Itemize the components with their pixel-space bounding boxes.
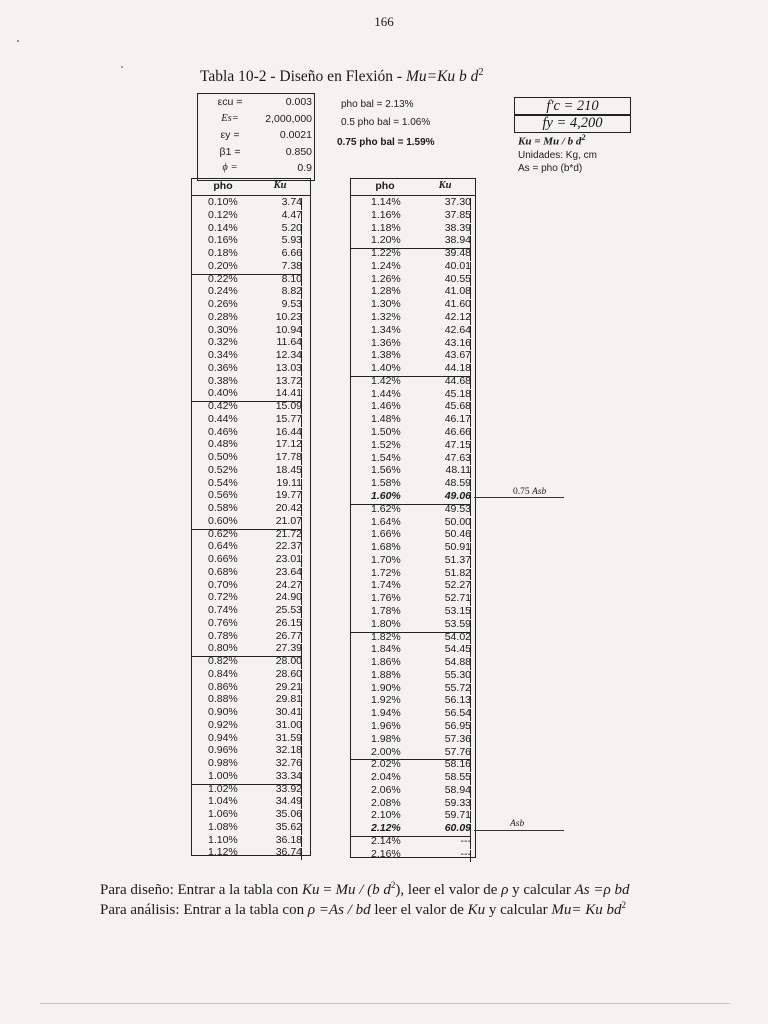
cell-pho: 0.38% <box>208 374 238 387</box>
cell-ku: 19.77 <box>275 489 302 502</box>
cell-ku: 43.67 <box>444 349 471 362</box>
param-label: Es= <box>221 112 239 124</box>
footer-formula: Ku <box>467 902 486 918</box>
cell-ku: 44.18 <box>444 362 471 375</box>
cell-ku: 57.36 <box>444 732 471 745</box>
cell-ku: 44.68 <box>444 374 471 387</box>
ku-formula <box>518 133 585 148</box>
cell-pho: 0.56% <box>208 489 238 502</box>
scan-speck <box>17 40 19 42</box>
cell-ku: 32.18 <box>275 744 302 757</box>
cell-ku: 28.60 <box>275 667 302 680</box>
cell-ku: 16.44 <box>275 425 302 438</box>
cell-pho: 1.74% <box>371 579 401 592</box>
cell-ku: 41.08 <box>444 285 471 298</box>
cell-pho: 1.10% <box>208 833 238 846</box>
cell-ku: 34.49 <box>275 795 302 808</box>
cell-ku: 35.06 <box>275 808 302 820</box>
cell-ku: 12.34 <box>275 349 302 361</box>
cell-ku: 45.68 <box>444 400 471 413</box>
footer-formula: ρ =As / bd <box>307 902 371 918</box>
cell-ku: 17.12 <box>275 438 302 451</box>
cell-pho: 1.84% <box>371 643 401 656</box>
annotation-line-asb <box>474 830 564 831</box>
cell-ku: 29.81 <box>275 693 302 706</box>
cell-pho: 1.64% <box>371 515 401 528</box>
cell-pho: 0.18% <box>208 247 238 259</box>
title-formula: Mu=Ku b d <box>405 68 479 86</box>
table-header <box>192 179 310 196</box>
cell-ku: 38.39 <box>444 221 471 234</box>
param-row <box>198 96 314 111</box>
cell-ku: --- <box>460 847 471 860</box>
title-prefix: Tabla 10-2 - Diseño en Flexión - <box>200 68 406 86</box>
cell-ku: 23.64 <box>275 565 302 578</box>
cell-ku: 48.11 <box>445 464 471 477</box>
cell-pho: 0.82% <box>208 655 238 667</box>
cell-ku: 11.64 <box>276 336 302 349</box>
half-pho-bal: 0.5 pho bal = 1.06% <box>341 117 431 128</box>
cell-ku: 28.00 <box>275 655 302 667</box>
cell-pho: 2.06% <box>371 783 401 796</box>
cell-pho: 0.14% <box>208 221 238 234</box>
cell-pho: 1.06% <box>208 808 238 820</box>
header-ku: Ku <box>273 180 287 191</box>
cell-ku: 29.21 <box>275 680 302 693</box>
cell-pho: 0.54% <box>208 476 238 489</box>
cell-ku: 54.45 <box>444 643 471 656</box>
units-note: Unidades: Kg, cm <box>518 150 597 161</box>
param-row <box>198 162 314 177</box>
cell-ku: 42.64 <box>444 323 471 336</box>
cell-ku: 31.00 <box>275 718 302 731</box>
cell-pho: 0.88% <box>208 693 238 706</box>
cell-pho: 1.40% <box>371 362 401 375</box>
cell-ku: 40.01 <box>444 259 471 272</box>
materials-box <box>514 97 631 133</box>
cell-pho: 1.02% <box>208 782 238 795</box>
cell-ku: 8.10 <box>281 272 302 285</box>
cell-ku: 56.95 <box>444 719 471 732</box>
footer-formula: Mu= Ku bd <box>551 902 622 918</box>
cell-pho: 0.84% <box>208 667 238 680</box>
param-label: εy = <box>220 129 240 141</box>
cell-ku: 35.62 <box>275 820 302 833</box>
ku-table-left <box>191 178 311 859</box>
param-value: 0.9 <box>297 162 312 174</box>
ku-formula-text: Ku = Mu / b d <box>518 135 582 148</box>
param-label: β1 = <box>219 145 241 158</box>
cell-ku: 6.66 <box>281 247 302 259</box>
title-exponent: 2 <box>478 67 484 78</box>
cell-ku: 33.92 <box>275 782 302 795</box>
cell-pho: 1.86% <box>371 656 401 669</box>
cell-ku: 37.30 <box>444 196 471 208</box>
cell-ku: 50.91 <box>444 541 471 554</box>
cell-pho: 0.58% <box>208 502 238 514</box>
cell-pho: 0.62% <box>208 527 238 540</box>
cell-ku: 55.72 <box>444 681 471 694</box>
header-pho: pho <box>375 180 395 192</box>
cell-ku: 49.53 <box>444 502 471 515</box>
cell-ku: 3.74 <box>281 196 302 208</box>
cell-ku: 8.82 <box>281 285 302 298</box>
as-equation: As = pho (b*d) <box>518 163 583 174</box>
cell-ku: --- <box>460 835 471 847</box>
cell-ku: 17.78 <box>275 451 302 463</box>
cell-ku: 39.48 <box>444 247 471 260</box>
cell-ku: 27.39 <box>275 642 302 655</box>
cell-pho: 0.64% <box>208 540 238 553</box>
cell-pho: 1.22% <box>371 247 401 260</box>
cell-ku: 13.72 <box>275 374 302 387</box>
ku-formula-exponent: 2 <box>581 133 586 142</box>
cell-ku: 10.23 <box>275 310 302 323</box>
cell-pho: 0.48% <box>208 438 238 451</box>
cell-pho: 0.60% <box>208 514 238 527</box>
param-value: 2,000,000 <box>265 112 312 125</box>
cell-ku: 14.41 <box>275 387 302 400</box>
cell-pho: 1.62% <box>371 502 401 515</box>
cell-ku: 47.15 <box>444 438 471 451</box>
cell-pho: 1.60% <box>371 489 401 502</box>
cell-ku: 30.41 <box>275 706 302 718</box>
cell-ku: 60.09 <box>444 822 471 835</box>
bottom-rule <box>40 1003 730 1004</box>
cell-pho: 0.92% <box>208 718 238 731</box>
cell-ku: 25.53 <box>275 604 302 616</box>
cell-pho: 0.96% <box>208 744 238 757</box>
cell-pho: 0.70% <box>208 578 238 591</box>
cell-pho: 1.94% <box>371 707 401 720</box>
cell-ku: 24.90 <box>275 591 302 604</box>
cell-pho: 0.40% <box>208 387 238 400</box>
cell-pho: 0.68% <box>208 565 238 578</box>
annotation-075-number: 0.75 <box>513 487 530 497</box>
cell-ku: 32.76 <box>275 757 302 769</box>
footer-exponent: 2 <box>621 900 626 910</box>
cell-pho: 1.66% <box>371 528 401 541</box>
cell-pho: 1.34% <box>371 323 401 336</box>
footer-formula: ρ <box>501 882 509 898</box>
cell-ku: 54.02 <box>444 630 471 643</box>
footer-text: = <box>319 882 336 898</box>
page-title <box>200 67 483 86</box>
cell-pho: 1.98% <box>371 732 401 745</box>
cell-ku: 53.59 <box>444 617 471 630</box>
cell-ku: 48.59 <box>444 477 471 490</box>
cell-ku: 15.77 <box>275 412 302 425</box>
cell-pho: 0.28% <box>208 310 238 323</box>
cell-ku: 19.11 <box>276 476 302 489</box>
cell-ku: 22.37 <box>275 540 302 553</box>
cell-ku: 47.63 <box>444 451 471 464</box>
cell-pho: 1.56% <box>371 464 401 477</box>
cell-pho: 1.16% <box>371 208 401 221</box>
footer-text: Para diseño: Entrar a la tabla con <box>100 882 303 898</box>
cell-pho: 1.88% <box>371 668 401 681</box>
cell-ku: 59.71 <box>444 809 471 822</box>
cell-ku: 56.54 <box>444 707 471 720</box>
cell-ku: 54.88 <box>444 656 471 669</box>
param-row <box>198 146 314 161</box>
cell-ku: 52.71 <box>444 592 471 605</box>
footer-text: y calcular <box>485 902 552 918</box>
footer-text: Para análisis: Entrar a la tabla con <box>100 902 308 918</box>
cell-ku: 59.33 <box>444 796 471 809</box>
footer-design <box>100 880 629 899</box>
cell-pho: 2.12% <box>371 822 401 835</box>
cell-pho: 1.78% <box>371 604 401 617</box>
footer-text: leer el valor de <box>370 902 468 918</box>
cell-pho: 0.80% <box>208 642 238 655</box>
cell-ku: 41.60 <box>444 298 471 311</box>
cell-ku: 5.93 <box>281 234 302 247</box>
cell-ku: 49.06 <box>444 489 471 502</box>
cell-ku: 7.38 <box>281 259 302 272</box>
cell-ku: 46.17 <box>444 413 471 426</box>
cell-pho: 0.94% <box>208 731 238 744</box>
cell-pho: 1.76% <box>371 592 401 605</box>
cell-ku: 23.01 <box>275 553 302 565</box>
cell-pho: 2.00% <box>371 745 401 758</box>
cell-ku: 26.77 <box>275 629 302 642</box>
cell-pho: 1.54% <box>371 451 401 464</box>
cell-pho: 1.46% <box>371 400 401 413</box>
param-label: εcu = <box>217 96 243 108</box>
cell-pho: 0.90% <box>208 706 238 718</box>
parameters-box <box>197 93 315 181</box>
cell-ku: 53.15 <box>444 604 471 617</box>
cell-pho: 1.04% <box>208 795 238 808</box>
cell-ku: 21.72 <box>275 527 302 540</box>
cell-pho: 0.66% <box>208 553 238 565</box>
three-quarter-pho-bal: 0.75 pho bal = 1.59% <box>337 137 435 148</box>
cell-pho: 0.76% <box>208 616 238 629</box>
cell-pho: 1.50% <box>371 426 401 439</box>
cell-ku: 50.46 <box>444 528 471 541</box>
cell-pho: 0.98% <box>208 757 238 769</box>
cell-pho: 1.80% <box>371 617 401 630</box>
cell-ku: 38.94 <box>444 234 471 247</box>
cell-ku: 58.16 <box>444 758 471 771</box>
cell-pho: 0.42% <box>208 400 238 412</box>
footer-exponent: 2 <box>390 880 396 890</box>
cell-pho: 1.28% <box>371 285 401 298</box>
cell-ku: 51.82 <box>444 566 471 579</box>
cell-pho: 1.82% <box>371 630 401 643</box>
annotation-asb: Asb <box>510 819 525 829</box>
cell-ku: 36.18 <box>275 833 302 846</box>
cell-ku: 21.07 <box>275 514 302 527</box>
cell-ku: 55.30 <box>444 668 471 681</box>
annotation-075-asb-label: Asb <box>532 487 547 497</box>
cell-ku: 4.47 <box>281 208 302 221</box>
cell-pho: 1.90% <box>371 681 401 694</box>
ku-table-right <box>350 178 476 858</box>
cell-pho: 1.12% <box>208 846 238 859</box>
footer-formula: As =ρ bd <box>574 882 630 898</box>
cell-pho: 0.20% <box>208 259 238 272</box>
scan-speck <box>121 66 123 68</box>
fc-value: f'c = 210 <box>546 98 599 114</box>
table-header <box>351 179 475 196</box>
annotation-line-075 <box>474 497 564 498</box>
cell-pho: 0.44% <box>208 412 238 425</box>
footer-analysis <box>100 900 626 919</box>
footer-formula: Ku <box>302 882 320 898</box>
cell-pho: 1.18% <box>371 221 401 234</box>
cell-pho: 1.24% <box>371 259 401 272</box>
cell-ku: 24.27 <box>275 578 302 591</box>
header-pho: pho <box>213 180 233 192</box>
cell-ku: 50.00 <box>444 515 471 528</box>
cell-pho: 1.30% <box>371 298 401 311</box>
cell-pho: 1.38% <box>371 349 401 362</box>
cell-pho: 1.92% <box>371 694 401 707</box>
cell-pho: 0.30% <box>208 323 238 336</box>
cell-pho: 1.00% <box>208 769 238 782</box>
cell-pho: 0.86% <box>208 680 238 693</box>
cell-ku: 57.76 <box>444 745 471 758</box>
cell-ku: 20.42 <box>275 502 302 514</box>
cell-pho: 0.36% <box>208 361 238 374</box>
cell-ku: 43.16 <box>444 336 471 349</box>
table-row <box>351 849 475 862</box>
cell-pho: 1.72% <box>371 566 401 579</box>
table-row <box>351 836 475 849</box>
cell-ku: 33.34 <box>275 769 302 782</box>
cell-pho: 0.72% <box>208 591 238 604</box>
param-row <box>198 113 314 128</box>
cell-pho: 1.26% <box>371 272 401 285</box>
cell-pho: 1.58% <box>371 477 401 490</box>
cell-pho: 1.42% <box>371 374 401 387</box>
cell-pho: 0.78% <box>208 629 238 642</box>
cell-pho: 1.44% <box>371 387 401 400</box>
cell-pho: 0.22% <box>208 272 238 285</box>
annotation-075-asb <box>513 487 546 497</box>
cell-ku: 9.53 <box>281 298 302 310</box>
cell-pho: 0.32% <box>208 336 238 349</box>
cell-ku: 58.94 <box>444 783 471 796</box>
cell-pho: 1.52% <box>371 438 401 451</box>
cell-ku: 26.15 <box>275 616 302 629</box>
cell-pho: 0.50% <box>208 451 238 463</box>
cell-pho: 1.08% <box>208 820 238 833</box>
cell-pho: 1.96% <box>371 719 401 732</box>
param-label: ϕ = <box>222 162 238 173</box>
cell-ku: 13.03 <box>275 361 302 374</box>
cell-pho: 1.36% <box>371 336 401 349</box>
cell-ku: 58.55 <box>444 771 471 784</box>
cell-ku: 51.37 <box>444 553 471 566</box>
cell-pho: 0.26% <box>208 298 238 310</box>
cell-ku: 18.45 <box>275 463 302 476</box>
cell-pho: 1.14% <box>371 196 401 208</box>
cell-ku: 40.55 <box>444 272 471 285</box>
cell-pho: 1.32% <box>371 311 401 324</box>
cell-pho: 0.24% <box>208 285 238 298</box>
fy-value: fy = 4,200 <box>542 115 603 131</box>
cell-pho: 2.14% <box>371 835 401 847</box>
header-ku: Ku <box>438 180 452 191</box>
footer-text: y calcular <box>508 882 575 898</box>
cell-pho: 1.68% <box>371 541 401 554</box>
cell-ku: 15.09 <box>275 400 302 412</box>
cell-pho: 1.48% <box>371 413 401 426</box>
cell-ku: 56.13 <box>444 694 471 707</box>
footer-formula: Mu / (b d <box>335 882 391 898</box>
cell-pho: 0.52% <box>208 463 238 476</box>
cell-ku: 46.66 <box>444 426 471 439</box>
table-row <box>192 847 310 860</box>
cell-ku: 45.18 <box>444 387 471 400</box>
param-row <box>198 129 314 144</box>
cell-pho: 2.04% <box>371 771 401 784</box>
cell-pho: 0.74% <box>208 604 238 616</box>
cell-pho: 0.10% <box>208 196 238 208</box>
cell-pho: 0.12% <box>208 208 238 221</box>
cell-ku: 37.85 <box>444 208 471 221</box>
cell-ku: 42.12 <box>444 311 471 324</box>
param-value: 0.0021 <box>279 129 312 141</box>
footer-text: ), leer el valor de <box>395 882 502 898</box>
cell-pho: 0.34% <box>208 349 238 361</box>
cell-pho: 2.16% <box>371 847 401 860</box>
cell-pho: 0.16% <box>208 234 238 247</box>
cell-pho: 1.20% <box>371 234 401 247</box>
cell-pho: 2.02% <box>371 758 401 771</box>
cell-pho: 0.46% <box>208 425 238 438</box>
cell-pho: 1.70% <box>371 553 401 566</box>
cell-ku: 36.74 <box>275 846 302 859</box>
table-row <box>351 823 475 836</box>
page-number: 166 <box>374 14 394 29</box>
cell-ku: 31.59 <box>275 731 302 744</box>
cell-ku: 10.94 <box>275 323 302 336</box>
pho-bal: pho bal = 2.13% <box>341 99 414 110</box>
cell-ku: 52.27 <box>444 579 471 592</box>
cell-pho: 2.10% <box>371 809 401 822</box>
cell-ku: 5.20 <box>281 221 302 234</box>
cell-pho: 2.08% <box>371 796 401 809</box>
param-value: 0.003 <box>285 96 312 108</box>
param-value: 0.850 <box>285 145 312 158</box>
